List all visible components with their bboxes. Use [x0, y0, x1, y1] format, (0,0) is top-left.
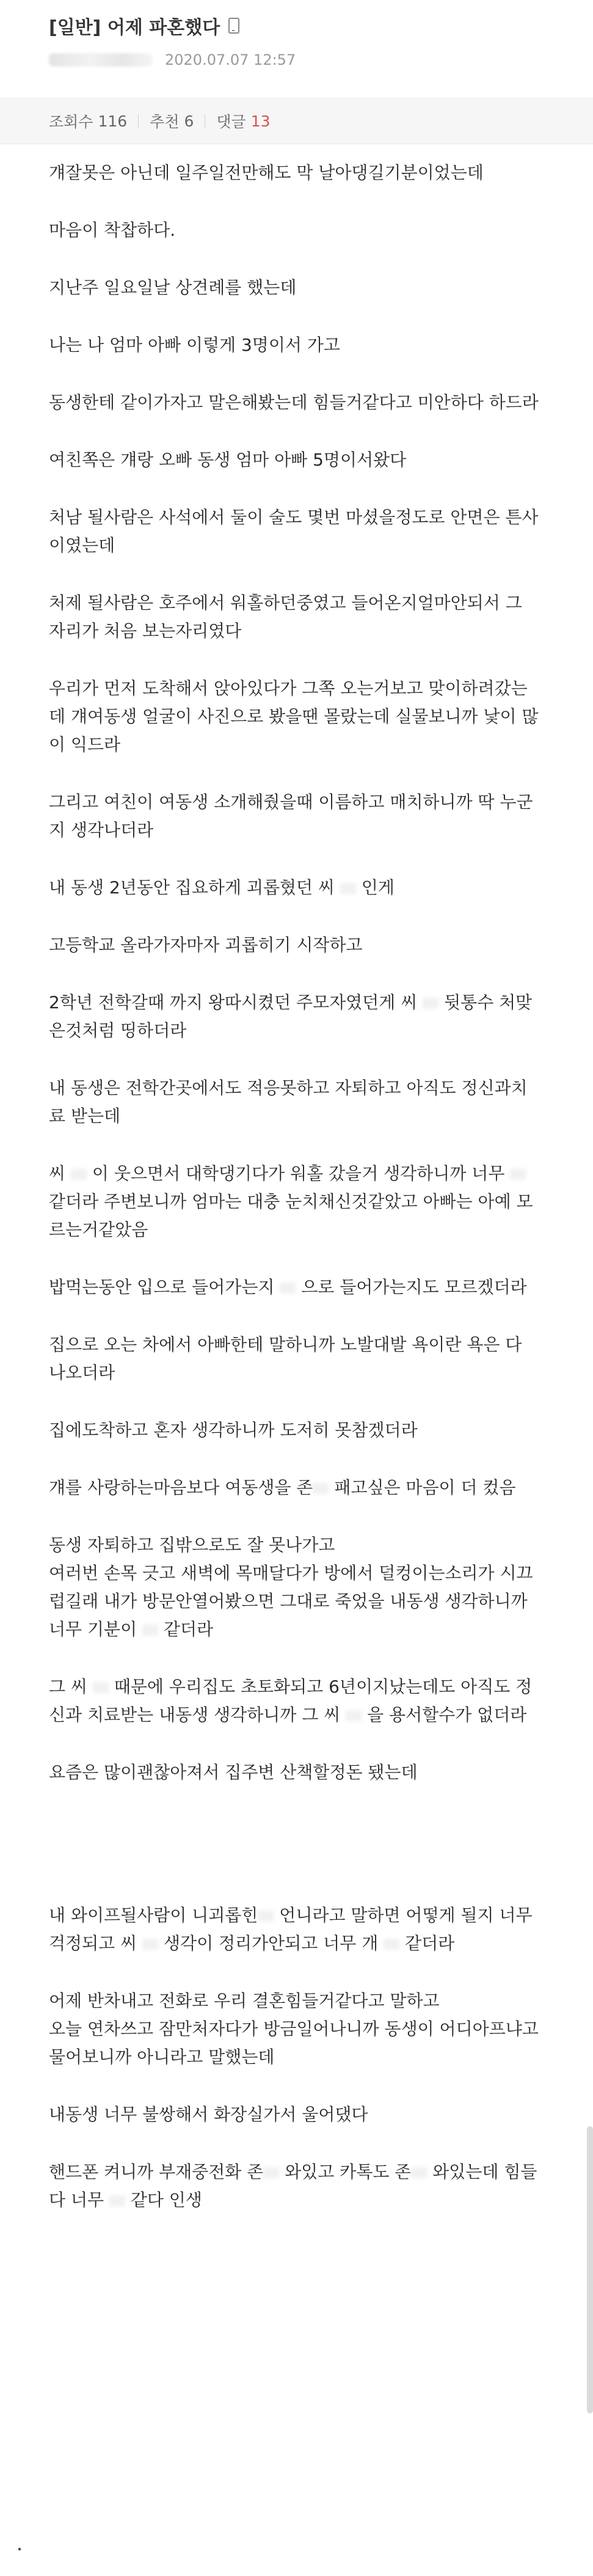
post-category: [일반] — [49, 17, 101, 38]
body-paragraph — [49, 1273, 544, 1301]
censored-word — [280, 1283, 296, 1293]
body-paragraph: 처제 될사람은 호주에서 워홀하던중였고 들어온지얼마안되서 그 자리가 처음 보는자리였다 — [49, 593, 522, 641]
body-paragraph: 고등학교 올라가자마자 괴롭히기 시작하고 — [49, 935, 363, 955]
censored-word — [510, 1169, 526, 1180]
body-paragraph — [49, 1474, 544, 1502]
comments-label[interactable]: 댓글 — [216, 113, 246, 131]
text-segment: 뒷통수 처맞은것처럼 띵하더라 — [49, 992, 533, 1041]
censored-word — [258, 1911, 274, 1922]
text-segment: 패고싶은 마음이 더 컸음 — [334, 1477, 516, 1498]
text-segment: 내 와이프될사람이 니괴롭힌 — [49, 1905, 258, 1925]
text-segment: 그 씨 — [49, 1677, 87, 1697]
post-body — [49, 159, 544, 2244]
body-paragraph — [49, 1901, 544, 1958]
text-segment: 을 용서할수가 없더라 — [367, 1705, 527, 1725]
blank-space — [49, 1816, 544, 1901]
censored-word — [263, 2167, 279, 2178]
views-stat — [49, 110, 127, 132]
body-paragraph: 동생한테 같이가자고 말은해봤는데 힘들거같다고 미안하다 하드라 — [49, 392, 539, 412]
text-segment: 인게 — [361, 877, 395, 898]
body-paragraph: 여친쪽은 걔랑 오빠 동생 엄마 아빠 5명이서왔다 — [49, 450, 407, 470]
text-segment: 2학년 전학갈때 까지 왕따시켰던 주모자였던게 씨 — [49, 992, 418, 1012]
comments-stat[interactable] — [194, 110, 270, 132]
post-date: 2020.07.07 12:57 — [165, 51, 296, 68]
body-paragraph: 걔잘못은 아닌데 일주일전만해도 막 날아댕길기분이었는데 — [49, 163, 484, 183]
censored-word — [142, 1625, 158, 1636]
censored-word — [142, 1939, 158, 1950]
text-segment: 때문에 우리집도 초토화되고 6년이지났는데도 아직도 정신과 치료받는 내동생 생각하니까 그 씨 — [49, 1677, 533, 1725]
body-paragraph — [49, 874, 544, 902]
body-paragraph: 동생 자퇴하고 집밖으로도 잘 못나가고 — [49, 1535, 335, 1555]
text-segment: 같더라 — [163, 1619, 214, 1639]
text-segment: 씨 — [49, 1163, 66, 1184]
body-paragraph: 내 동생은 전학간곳에서도 적응못하고 자퇴하고 아직도 정신과치료 받는데 — [49, 1078, 528, 1126]
censored-word — [313, 1483, 329, 1494]
body-paragraph: 집으로 오는 차에서 아빠한테 말하니까 노발대발 욕이란 욕은 다 나오더라 — [49, 1334, 522, 1383]
recommend-stat — [127, 110, 194, 132]
censored-word — [93, 1682, 109, 1693]
views-label: 조회수 — [49, 113, 93, 131]
body-paragraph — [49, 989, 544, 1045]
body-paragraph: 지난주 일요일날 상견례를 했는데 — [49, 277, 297, 298]
recommend-count: 6 — [184, 112, 194, 130]
text-segment: 핸드폰 켜니까 부재중전화 존 — [49, 2162, 264, 2182]
body-paragraph: 어제 반차내고 전화로 우리 결혼힘들거같다고 말하고 — [49, 1991, 440, 2011]
body-paragraph — [49, 1559, 544, 1644]
body-paragraph: 마음이 착찹하다. — [49, 220, 176, 240]
text-segment: 으로 들어가는지도 모르겠더라 — [301, 1277, 527, 1297]
body-paragraph: 우리가 먼저 도착해서 앉아있다가 그쪽 오는거보고 맞이하려갔는데 걔여동생 얼굴이 사진으로 봤을땐 몰랐는데 실물보니까 낯이 많이 익드라 — [49, 678, 539, 755]
author-name-blurred — [49, 53, 153, 67]
body-paragraph: 내동생 너무 불쌍해서 화장실가서 울어댔다 — [49, 2104, 368, 2124]
body-paragraph — [49, 2158, 544, 2214]
censored-word — [346, 1710, 362, 1721]
post-stats-bar — [0, 98, 593, 144]
text-segment: 같다 인생 — [130, 2190, 202, 2210]
body-paragraph: 집에도착하고 혼자 생각하니까 도저히 못참겠더라 — [49, 1420, 418, 1440]
text-segment: 생각이 정리가안되고 너무 개 — [163, 1933, 379, 1953]
text-segment: 와있고 카톡도 존 — [285, 2162, 412, 2182]
mobile-phone-icon — [228, 18, 239, 34]
post-title: 어제 파혼했다 — [107, 17, 220, 38]
comments-count[interactable]: 13 — [250, 112, 271, 130]
recommend-label: 추천 — [150, 113, 180, 131]
body-paragraph: 그리고 여친이 여동생 소개해줬을때 이름하고 매치하니까 딱 누군지 생각나더라 — [49, 792, 533, 840]
text-segment: 같더라 주변보니까 엄마는 대충 눈치채신것같았고 아빠는 아예 모르는거같았음 — [49, 1191, 533, 1240]
body-paragraph: 요즘은 많이괜찮아져서 집주변 산책할정돈 됐는데 — [49, 1762, 418, 1782]
text-segment: 와있는데 힘들다 너무 — [49, 2162, 537, 2210]
censored-word — [71, 1169, 87, 1180]
post-meta — [49, 51, 296, 68]
scrollbar[interactable] — [587, 2126, 593, 2413]
post-title-row — [49, 12, 239, 39]
text-segment: 여러번 손목 긋고 새벽에 목매달다가 방에서 덜컹이는소리가 시끄럽길래 내가 방문안열어봤으면 그대로 죽었을 내동생 생각하니까 너무 기분이 — [49, 1563, 533, 1639]
post-header — [0, 0, 593, 98]
body-paragraph: 나는 나 엄마 아빠 이렇게 3명이서 가고 — [49, 335, 340, 355]
views-count: 116 — [98, 112, 128, 130]
text-segment: 같더라 — [405, 1933, 455, 1953]
censored-word — [340, 883, 356, 894]
body-paragraph — [49, 1673, 544, 1729]
text-segment: 내 동생 2년동안 집요하게 괴롭혔던 씨 — [49, 877, 335, 898]
text-segment: 이 웃으면서 대학댕기다가 워홀 갔을거 생각하니까 너무 — [92, 1163, 505, 1184]
censored-word — [384, 1939, 399, 1950]
body-paragraph: 처남 될사람은 사석에서 둘이 술도 몇번 마셨을정도로 안면은 튼사이였는데 — [49, 507, 539, 555]
censored-word — [411, 2167, 427, 2178]
text-segment: 걔를 사랑하는마음보다 여동생을 존 — [49, 1477, 313, 1498]
text-segment: 언니라고 말하면 어떻게 될지 너무 걱정되고 씨 — [49, 1905, 533, 1953]
decorative-dot — [18, 2548, 21, 2550]
text-segment: 밥먹는동안 입으로 들어가는지 — [49, 1277, 275, 1297]
censored-word — [423, 998, 438, 1009]
censored-word — [109, 2195, 125, 2206]
divider — [138, 114, 139, 128]
body-paragraph: 오늘 연차쓰고 잠만처자다가 방금일어나니까 동생이 어디아프냐고 물어보니까 아니라고 말했는데 — [49, 2019, 539, 2067]
body-paragraph — [49, 1160, 544, 1244]
